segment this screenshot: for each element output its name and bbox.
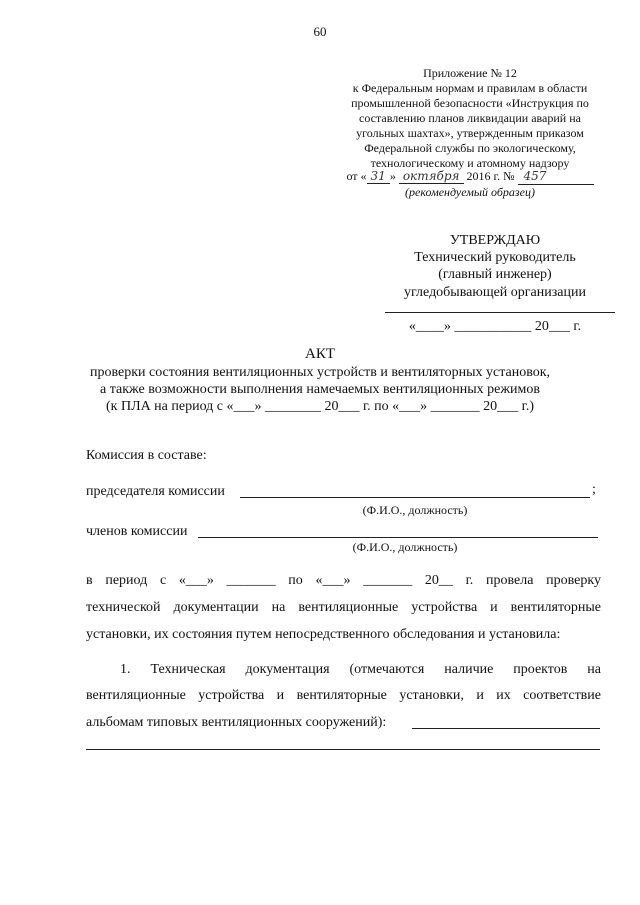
- order-date-separator: »: [389, 169, 396, 183]
- appendix-note: (рекомендуемый образец): [405, 185, 535, 199]
- commission-label: Комиссия в составе:: [86, 448, 207, 463]
- item1-blank-line: [412, 728, 600, 729]
- order-date-year: 2016 г. №: [466, 169, 515, 183]
- members-blank-line: [198, 537, 598, 538]
- item1-blank-line: [86, 749, 600, 750]
- item1-text-line: вентиляционные устройства и вентиляторные установки, и их соответствие: [86, 688, 601, 703]
- members-caption: (Ф.И.О., должность): [352, 540, 458, 554]
- handwritten-day: 31: [367, 169, 390, 184]
- approve-position-line: Технический руководитель: [414, 250, 576, 265]
- act-subtitle-line: проверки состояния вентиляционных устройств и вентиляторных установок,: [89, 365, 551, 380]
- members-label: членов комиссии: [86, 524, 188, 539]
- appendix-title: Приложение № 12: [423, 66, 517, 80]
- chair-label: председателя комиссии: [86, 484, 225, 499]
- act-subtitle-line: а также возможности выполнения намечаемых вентиляционных режимов: [99, 382, 540, 397]
- signature-line: [385, 312, 615, 313]
- approve-date: «____» ___________ 20___ г.: [408, 319, 582, 334]
- item1-text-line: 1. Техническая документация (отмечаются наличие проектов на: [120, 662, 601, 677]
- act-title: АКТ: [305, 346, 335, 362]
- order-date-prefix: от «: [346, 169, 367, 183]
- item1-text-line: альбомам типовых вентиляционных сооружений):: [86, 715, 387, 730]
- handwritten-month: октября: [399, 169, 464, 184]
- period-text-line: установки, их состояния путем непосредственного обследования и установила:: [86, 627, 561, 642]
- appendix-text-line: к Федеральным нормам и правилам в области: [352, 81, 588, 95]
- approve-position-line: угледобывающей организации: [404, 285, 586, 300]
- page-number: 60: [313, 24, 327, 39]
- chair-blank-line: [240, 497, 590, 498]
- appendix-text-line: составлению планов ликвидации аварий на: [359, 111, 581, 125]
- appendix-text-line: технологическому и атомному надзору: [370, 156, 570, 170]
- act-period-line: (к ПЛА на период с «___» ________ 20___ г. по «___» _______ 20___ г.): [106, 399, 534, 414]
- chair-caption: (Ф.И.О., должность): [362, 503, 468, 517]
- handwritten-order-number: 457: [518, 169, 594, 185]
- appendix-text-line: угольных шахтах», утвержденным приказом: [356, 126, 584, 140]
- period-text-line: в период с «___» _______ по «___» _______ 20__ г. провела проверку: [86, 573, 601, 588]
- appendix-text-line: промышленной безопасности «Инструкция по: [351, 96, 589, 110]
- approve-position-line: (главный инженер): [438, 267, 552, 282]
- chair-semicolon: ;: [592, 482, 596, 497]
- appendix-text-line: Федеральной службы по экологическому,: [364, 141, 576, 155]
- period-text-line: технической документации на вентиляционные устройства и вентиляторные: [86, 600, 601, 615]
- appendix-order-date: [305, 169, 635, 185]
- approve-title: УТВЕРЖДАЮ: [449, 233, 541, 248]
